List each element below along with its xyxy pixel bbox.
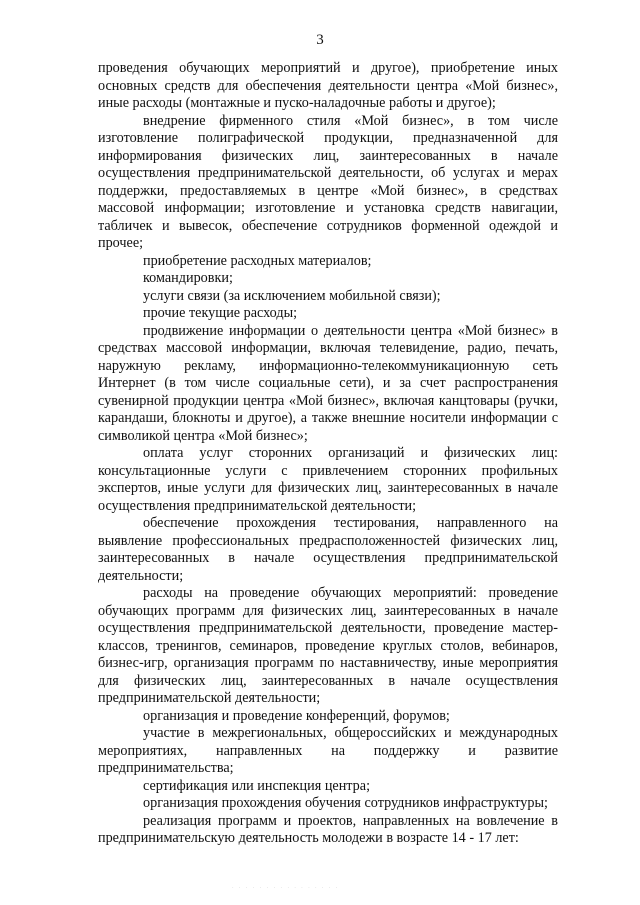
paragraph-other-expenses: прочие текущие расходы; <box>143 305 298 321</box>
paragraph-youth-programs: реализация программ и проектов, направленных на вовлечение в предпринимательскую деятельность молодежи в возрасте 14 - 17 лет: <box>98 812 558 846</box>
paragraph-consumables: приобретение расходных материалов; <box>143 252 372 269</box>
paragraph-continuation: проведения обучающих мероприятий и другое), приобретение иных основных средств для обеспечения деятельности центра «Мой бизнес», иные расходы (монтажные и пуско-наладочные работы и другое); <box>98 60 558 111</box>
paragraph-communication-services: услуги связи (за исключением мобильной связи); <box>143 287 441 304</box>
paragraph-staff-training: организация прохождения обучения сотрудников инфраструктуры; <box>143 795 548 811</box>
paragraph-training-events: расходы на проведение обучающих мероприятий: проведение обучающих программ для физических лиц, заинтересованных в начале осуществления предпринимательской деятельности, проведение мастер-классов, тренингов, семинаров, проведение круглых столов, вебинаров, бизнес-игр, организация программ по наставничеству, иные мероприятия для физических лиц, заинтересованных в начале осуществления предпринимательской деятельности; <box>98 585 558 706</box>
paragraph-business-trips: командировки; <box>143 270 233 286</box>
paragraph-corporate-style: внедрение фирменного стиля «Мой бизнес», в том числе изготовление полиграфической продукции, предназначенной для информирования физических лиц, заинтересованных в начале осуществления предпринимательской деятельности, об услугах и мерах поддержки, предоставляемых в центре «Мой бизнес», в средствах массовой информации; изготовление и установка средств навигации, табличек и вывесок, обеспечение сотрудников форменной одеждой и прочее; <box>98 112 558 251</box>
paragraph-participation: участие в межрегиональных, общероссийских и международных мероприятиях, направленных на поддержку и развитие предпринимательства; <box>98 725 558 776</box>
page-number: 3 <box>316 32 324 48</box>
document-body <box>98 60 558 848</box>
paragraph-third-party-services: оплата услуг сторонних организаций и физических лиц: консультационные услуги с привлечением сторонних профильных экспертов, иные услуги для физических лиц, заинтересованных в начале осуществления предпринимательской деятельности; <box>98 445 558 514</box>
paragraph-promotion: продвижение информации о деятельности центра «Мой бизнес» в средствах массовой информации, включая телевидение, радио, печать, наружную рекламу, информационно-телекоммуникационную сеть Интернет (в том числе социальные сети), и за счет распространения сувенирной продукции центра «Мой бизнес», включая канцтовары (ручки, карандаши, блокноты и другое), а также внешние носители информации с символикой центра «Мой бизнес»; <box>98 322 558 444</box>
paragraph-conferences: организация и проведение конференций, форумов; <box>143 707 450 724</box>
scan-artifact: · · · · · · · · · · · · · · · · <box>232 886 340 891</box>
paragraph-certification: сертификация или инспекция центра; <box>143 777 371 794</box>
paragraph-testing: обеспечение прохождения тестирования, направленного на выявление профессиональных предрасположенностей физических лиц, заинтересованных в начале осуществления предпринимательской деятельности; <box>98 515 558 584</box>
